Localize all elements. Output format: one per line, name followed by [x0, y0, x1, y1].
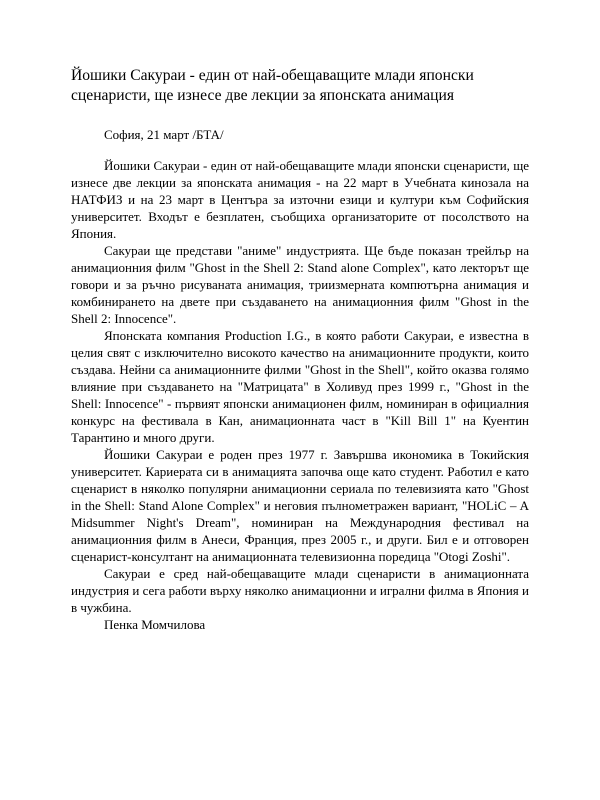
article-author: Пенка Момчилова	[104, 617, 206, 632]
article-paragraph: Йошики Сакураи - един от най-обещаващите млади японски сценаристи, ще изнесе две лекции за японската анимация - на 22 март в Учебната кинозала на НАТФИЗ и на 23 март в Центъра за източни езици и култури към Софийския университет. Входът е безплатен, съобщиха организаторите от посолството на Япония.	[71, 158, 529, 241]
article-dateline: София, 21 март /БТА/	[104, 127, 224, 142]
article-body	[71, 157, 529, 633]
article-paragraph: Сакураи е сред най-обещаващите млади сценаристи в анимационната индустрия и сега работи върху няколко анимационни и игрални филма в Япония и в чужбина.	[71, 566, 529, 615]
article-paragraph: Японската компания Production I.G., в която работи Сакураи, е известна в целия свят с изключително високото качество на анимационните продукти, които създава. Нейни са анимационните филми "Ghost in the Shell", който оказва голямо влияние при създаването на "Матрицата" в Холивуд през 1999 г., "Ghost in the Shell: Innocence" - първият японски анимационен филм, номиниран в официалния конкурс на фестивала в Кан, анимационната част в "Kill Bill 1" на Куентин Тарантино и много други.	[71, 328, 529, 445]
article-paragraph: Сакураи ще представи "аниме" индустрията. Ще бъде показан трейлър на анимационния филм "Ghost in the Shell 2: Stand alone Complex", като лекторът ще говори и за ръчно рисуваната анимация, триизмерната компютърна анимация и комбинирането на двете при създаването на анимационния филм "Ghost in the Shell 2: Innocence".	[71, 243, 529, 326]
article-title: Йошики Сакураи - един от най-обещаващите млади японски сценаристи, ще изнесе две лекции за японската анимация	[71, 67, 474, 104]
article-paragraph: Йошики Сакураи е роден през 1977 г. Завършва икономика в Токийския университет. Кариерата си в анимацията започва още като студент. Работил е като сценарист в няколко популярни анимационни сериала по телевизията като "Ghost in the Shell: Stand Alone Complex" и неговия пълнометражен вариант, "HOLiC – A Midsummer Night's Dream", номиниран на Международния фестивал на анимационния филм в Анеси, Франция, през 2005 г., и други. Бил е и отговорен сценарист-консултант на анимационната телевизионна поредица "Otogi Zoshi".	[71, 447, 529, 564]
